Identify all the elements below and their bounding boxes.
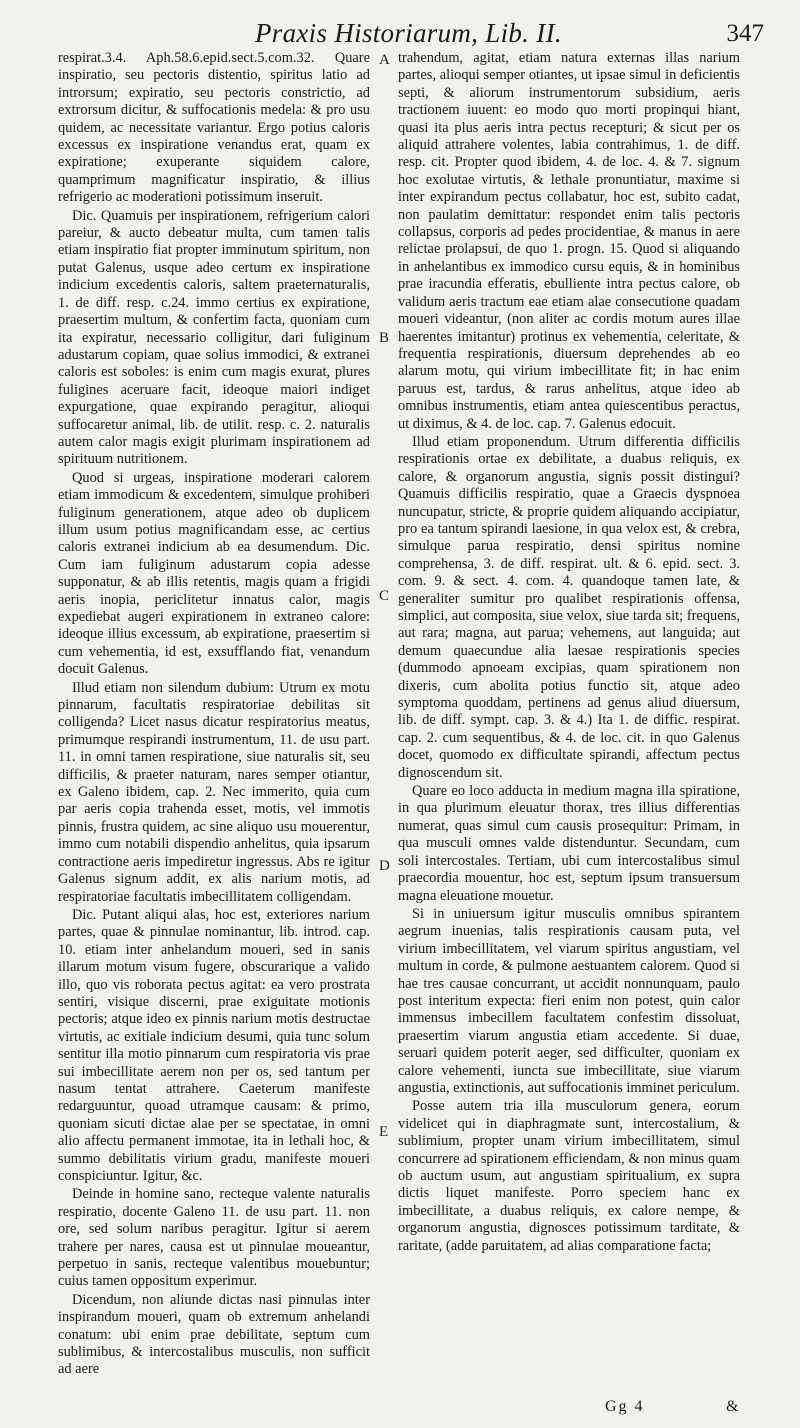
paragraph: trahendum, agitat, etiam natura externas illas narium partes, alioqui semper otiantes, ut ipsae simul in deficientis septi, & aliorum instrumentorum subsidium, aeris tractionem iuuent: eo modo quo morti propinqui hiant, quasi ita plus aeris intra pectus recepturi; & sicut per os aliquid attrahere volentes, labia contrahimus, 1. de diff. resp. cit. Propter quod ibidem, 4. de loc. 4. & 7. signum hoc exolutae virtutis, & lethale pronuntiatur, maxime si inter expirandum pectus collabatur, hoc est, subito cadat, non paulatim demittatur: respondet enim talis pectoris collapsus, corporis ad pedes procidentiae, & manus in aere relictae prolapsui, de quo 1. progn. 15. Quod si aliquando in anhelantibus ex immodico cursu equis, & in hominibus prae iracundia efferatis, ebulliente intra pectus calore, ob validum aeris tractum eae etiam alae consecutione quadam moueri videantur, (non aliter ac cordis motum aures illae haerentes imitantur) protinus ex vehementia, celeritate, & frequentia respirationis, diuersum deprehendes ab eo alarum motu, qui virium imbecillitate fit; in hac enim paruus est, tardus, & rarus anhelitus, atque ideo ab omnibus instrumentis, etiam antea quiescentibus peractus, ut diximus, & 4. de loc. cap. 7. Galenus edocuit. bbox=[398, 50, 740, 432]
right-column bbox=[398, 50, 740, 1410]
paragraph: respirat.3.4. Aph.58.6.epid.sect.5.com.32. Quare inspiratio, seu pectoris distentio, spiritus latio ad introrsum; expiratio, seu pectoris constrictio, ad extrorsum dicitur, & suffocationis medela: & pro usu quidem, ac necessitate variantur. Ergo potius caloris excessus ex inspiratione venandus erat, quam ex expiratione; exuperante siquidem calore, quamprimum magnificatur inspiratio, & illius refrigerio ac moderationi potissimum inseruit. bbox=[58, 50, 370, 206]
catchword: & bbox=[726, 1398, 739, 1415]
margin-letter-b: B bbox=[379, 330, 390, 346]
page-number: 347 bbox=[726, 20, 764, 47]
running-title: Praxis Historiarum, Lib. II. bbox=[255, 18, 562, 48]
margin-letter-d: D bbox=[379, 858, 390, 874]
paragraph: Dic. Putant aliqui alas, hoc est, exteriores narium partes, quae & pinnulae nominantur, lib. introd. cap. 10. etiam inter anhelandum moueri, sed in sanis illarum motum visum fugere, obscurarique a valido illo, quo vis roborata pectus agitat: ea vero prostrata sentiri, visique discerni, prae exiguitate motionis pectoris; atque ideo ex pinnis narium motis destructae virtutis, ac exitiale indicium desumi, quia tunc solum sentitur illa motio pinnarum cum respiratoria vis prae sui imbecillitate aerem non per os, sed tantum per nasum tentat attrahere. Caeterum manifeste redarguuntur, quoad utramque causam: & primo, quoniam sicuti dictae alae per se spectatae, in omni alio affectu permanent immotae, ita in lethali hoc, & summo debilitatis virium gradu, manifeste moueri conspiciuntur. Igitur, &c. bbox=[58, 906, 370, 1184]
paragraph: Quare eo loco adducta in medium magna illa spiratione, in qua plurimum eleuatur thorax, tres illius differentias numerat, quas simul cum causis prosequitur: Primam, in qua musculi omnes valde distenduntur. Secundam, cum soli intercostales. Tertiam, ubi cum intercostalibus simul praecordia mouentur, hoc est, septum ipsum transuersum magna eleuatione mouetur. bbox=[398, 783, 740, 904]
paragraph: Deinde in homine sano, recteque valente naturalis respiratio, docente Galeno 11. de usu part. 11. non ore, sed solum naribus peragitur. Igitur si aerem trahere per nares, causa est ut pinnulae moueantur, perpetuo in sanis, recteque valentibus mouebuntur; cuius tamen oppositum experimur. bbox=[58, 1186, 370, 1290]
paragraph: Dic. Quamuis per inspirationem, refrigerium calori pareiur, & aucto debeatur multa, cum tamen talis etiam inspiratio fiat propter imminutum spiritum, non putat Galenus, usque adeo certum ex inspiratione indicium excedentis caloris, saltem praeternaturalis, 1. de diff. resp. c.24. immo certius ex expiratione, praesertim multum, & confertim facta, quoniam cum ita expiratur, necessario colligitur, dari fuliginum adustarum copiam, quae solius immodici, & extranei caloris est soboles: is enim cum magis exurat, plures fuligines aceruare facit, ideoque maiori indiget expurgatione, quae expirando peragitur, alioqui suffocaretur animal, lib. de utilit. resp. c. 2. naturalis autem calor magis exigit plurimam inspirationem ad spirituum nutritionem. bbox=[58, 207, 370, 468]
paragraph: Si in uniuersum igitur musculis omnibus spirantem aegrum inuenias, talis respirationis causam puta, vel virium imbecillitatem, vel viarum spiritus angustiam, vel multum in corde, & pulmone aestuantem calorem. Quod si hae tres causae concurrant, ut accidit nonnunquam, paulo post interitum expecta: fieri enim non potest, quin calor immensus imbecillem facultatem confestim dissoluat, praesertim viarum angustia etiam accedente. Si duae, seruari quidem poterit aeger, sed difficulter, quoniam ex calore vehementi, iuncta sue imbecillitate, siue viarum angustia, extinctionis, aut suffocationis imminet periculum. bbox=[398, 905, 740, 1096]
running-header bbox=[0, 18, 800, 54]
left-column bbox=[58, 50, 370, 1410]
paragraph: Quod si urgeas, inspiratione moderari calorem etiam immodicum & excedentem, simulque prohiberi fuliginum generationem, atque adeo ob duplicem illum usum potius magnificandam esse, ac certius caloris extranei indicium ab ea desumendum. Dic. Cum iam fuliginum adustarum copia adesse supponatur, & ab illis retentis, magis quam a frigidi aeris inopia, periclitetur innatus calor, magis expediebat augeri expirationem in extraneo calore: ideoque illius excessum, ab expiratione, praesertim si cum vehementia, id est, exsufflando fiat, venandum docuit Galenus. bbox=[58, 469, 370, 678]
paragraph: Illud etiam non silendum dubium: Utrum ex motu pinnarum, facultatis respiratoriae debilitas sit colligenda? Licet nasus dicatur respiratorius meatus, primumque respirandi instrumentum, 11. de usu part. 11. in omni tamen respiratione, siue naturalis sit, seu difficilis, & praeter naturam, nares semper otiantur, ex Galeno ibidem, cap. 2. Nec immerito, quia cum par aeris copia trahenda esset, motis, vel immotis pinnis, frustra quidem, ac sine aliquo usu mouerentur, immo cum notabili dispendio anhelitus, quia ipsarum contractione aeris impediretur ingressus. Abs re igitur Galenus signum addit, ex alis narium motis, ad respiratoriae facultatis imbecillitatem colligendam. bbox=[58, 679, 370, 905]
paragraph: Dicendum, non aliunde dictas nasi pinnulas inter inspirandum moueri, quam ob extremum anhelandi conatum: ubi enim prae debilitate, septum cum sublimibus, & intercostalibus musculis, non sufficit ad aere bbox=[58, 1291, 370, 1378]
paragraph: Posse autem tria illa musculorum genera, eorum videlicet qui in diaphragmate sunt, intercostalium, & sublimium, propter unam virium imbecillitatem, simul concurrere ad spirationem efficiendam, & non minus quam ob auctum usum, aut angustiam spiritualium, ex supra dictis liquet manifeste. Porro speciem hanc ex imbecillitate, a duabus reliquis, ex calore nempe, & organorum angustia, dignosces potissimum tarditate, & raritate, (adde paruitatem, ad alias comparatione facta; bbox=[398, 1098, 740, 1254]
margin-letter-e: E bbox=[379, 1124, 389, 1140]
signature-mark: Gg 4 bbox=[605, 1398, 645, 1415]
paragraph: Illud etiam proponendum. Utrum differentia difficilis respirationis ortae ex debilitate, a duabus reliquis, ex calore, & organorum angustia, signis possit distingui? Quamuis difficilis respiratio, quae a Graecis dyspnoea nuncupatur, stricte, & proprie quidem aliquando accipiatur, pro ea tantum spirandi laesione, in qua velox est, & crebra, simulque parua respiratio, densi spiritus nomine comprehensa, 3. de diff. respirat. ult. & 6. epid. sect. 3. com. 9. & sect. 4. com. 4. quandoque tamen late, & generaliter sumitur pro qualibet respirationis offensa, simplici, aut composita, siue velox, siue tarda sit; frequens, aut rara; magna, aut parua; vehemens, aut languida; aut demum quaecundue alia laesae respirationis species (dummodo apnoeam excipias, quam spirationem non dixeris, cum abolita potius functio sit, atque adeo symptoma quoddam, pertinens ad genus aliud diuersum, lib. de diff. sympt. cap. 3. & 4.) Ita 1. de diffic. respirat. cap. 2. cum sequentibus, & 4. de loc. cit. in quo Galenus docet, quomodo ex difficultate spirandi, affectum pectus dignoscendum sit. bbox=[398, 433, 740, 781]
margin-letter-c: C bbox=[379, 588, 390, 604]
margin-letter-a: A bbox=[379, 52, 390, 68]
